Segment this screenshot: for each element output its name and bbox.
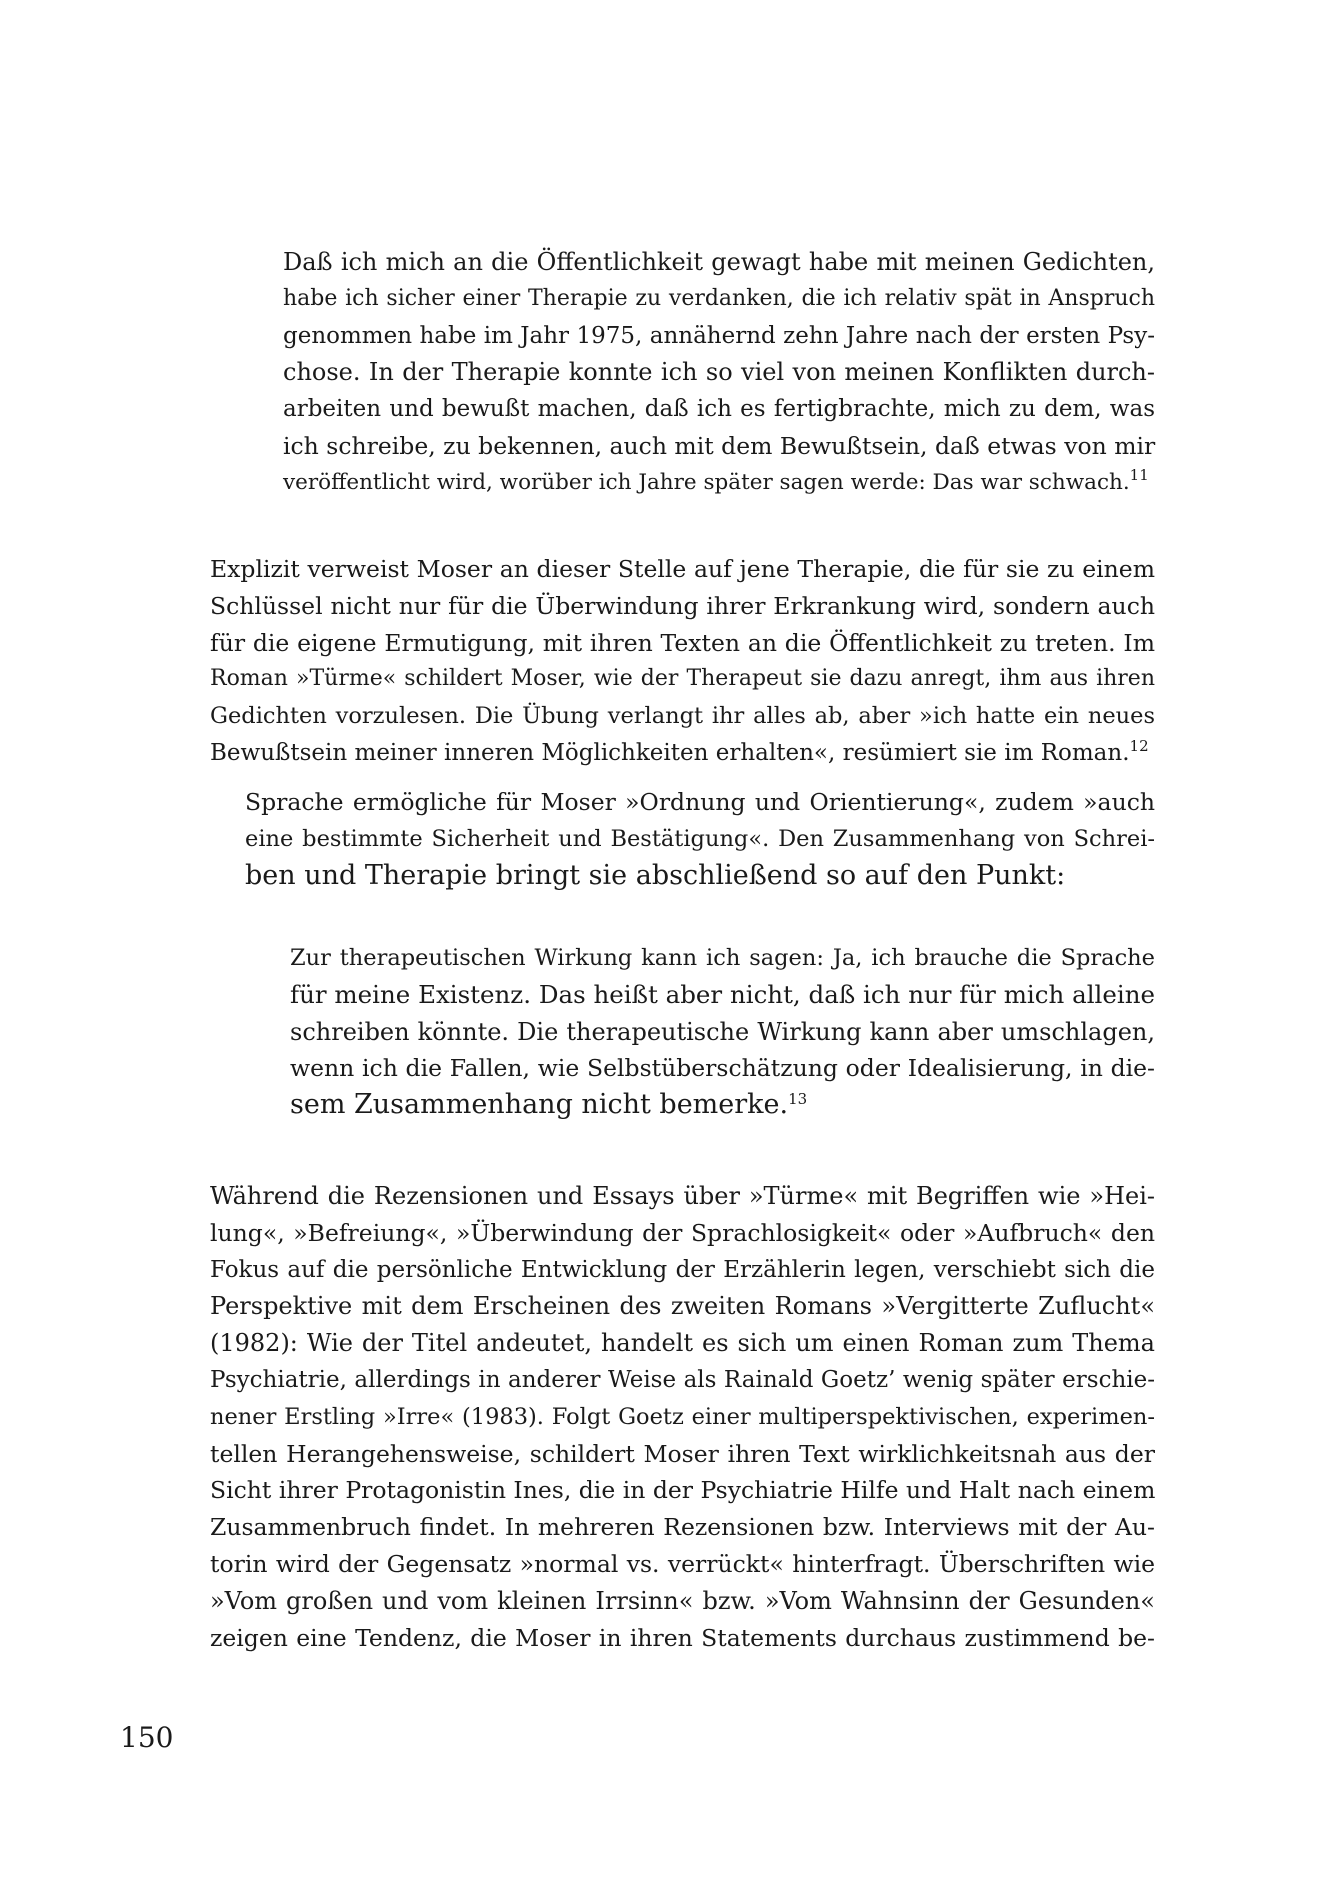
footnote-marker: 11	[1129, 465, 1149, 484]
text-line: habe ich sicher einer Therapie zu verdanken, die ich relativ spät in Anspruch	[283, 285, 1155, 311]
paragraph-3	[210, 1178, 1155, 1656]
text-line-content: veröffentlicht wird, worüber ich Jahre später sagen werde: Das war schwach.	[283, 469, 1130, 495]
text-line: lung«, »Befreiung«, »Überwindung der Sprachlosigkeit« oder »Aufbruch« den	[210, 1218, 1155, 1247]
text-line: »Vom großen und vom kleinen Irrsinn« bzw. »Vom Wahnsinn der Gesunden«	[210, 1586, 1155, 1615]
text-line: torin wird der Gegensatz »normal vs. verrückt« hinterfragt. Überschriften wie	[210, 1549, 1155, 1578]
text-line: Explizit verweist Moser an dieser Stelle auf jene Therapie, die für sie zu einem	[210, 555, 1155, 583]
text-line: genommen habe im Jahr 1975, annähernd zehn Jahre nach der ersten Psy-	[283, 322, 1155, 349]
text-line: Zusammenbruch findet. In mehreren Rezensionen bzw. Interviews mit der Au-	[210, 1513, 1155, 1542]
text-line: für die eigene Ermutigung, mit ihren Texten an die Öffentlichkeit zu treten. Im	[210, 628, 1155, 657]
text-line-content: Bewußtsein meiner inneren Möglichkeiten erhalten«, resümiert sie im Roman.	[210, 739, 1130, 766]
text-line: Daß ich mich an die Öffentlichkeit gewagt habe mit meinen Gedichten,	[283, 248, 1155, 276]
text-line: Sprache ermögliche für Moser »Ordnung und Orientierung«, zudem »auch	[245, 788, 1155, 816]
text-line: Fokus auf die persönliche Entwicklung der Erzählerin legen, verschiebt sich die	[210, 1256, 1155, 1283]
text-line: chose. In der Therapie konnte ich so viel von meinen Konflikten durch-	[283, 358, 1155, 387]
text-line: (1982): Wie der Titel andeutet, handelt es sich um einen Roman zum Thema	[210, 1329, 1155, 1358]
footnote-marker: 12	[1129, 736, 1149, 755]
text-line: wenn ich die Fallen, wie Selbstüberschätzung oder Idealisierung, in die-	[290, 1054, 1155, 1083]
text-line: zeigen eine Tendenz, die Moser in ihren Statements durchaus zustimmend be-	[210, 1623, 1155, 1652]
paragraph-1	[210, 551, 1155, 772]
block-quote-1	[283, 244, 1155, 502]
text-line: Perspektive mit dem Erscheinen des zweiten Romans »Vergitterte Zuflucht«	[210, 1292, 1155, 1321]
text-line: Während die Rezensionen und Essays über »Türme« mit Begriffen wie »Hei-	[210, 1182, 1155, 1210]
text-line: Schlüssel nicht nur für die Überwindung ihrer Erkrankung wird, sondern auch	[210, 591, 1155, 620]
text-line: ben und Therapie bringt sie abschließend so auf den Punkt:	[245, 859, 1066, 891]
text-line	[283, 465, 1155, 502]
text-line: Zur therapeutischen Wirkung kann ich sagen: Ja, ich brauche die Sprache	[290, 945, 1155, 971]
text-line: für meine Existenz. Das heißt aber nicht, daß ich nur für mich alleine	[290, 979, 1155, 1009]
page-number: 150	[120, 1721, 174, 1754]
text-line-content: sem Zusammenhang nicht bemerke.	[290, 1089, 789, 1121]
text-line: Roman »Türme« schildert Moser, wie der Therapeut sie dazu anregt, ihm aus ihren	[210, 666, 1155, 692]
text-line	[210, 735, 1155, 772]
text-line: tellen Herangehensweise, schildert Moser ihren Text wirklichkeitsnah aus der	[210, 1439, 1155, 1468]
text-line: Psychiatrie, allerdings in anderer Weise als Rainald Goetz’ wenig später erschie-	[210, 1366, 1155, 1393]
text-line: Sicht ihrer Protagonistin Ines, die in der Psychiatrie Hilfe und Halt nach einem	[210, 1476, 1156, 1505]
text-line: nener Erstling »Irre« (1983). Folgt Goetz einer multiperspektivischen, experimen-	[210, 1403, 1155, 1430]
paragraph-2	[210, 784, 1155, 894]
text-line: arbeiten und bewußt machen, daß ich es fertigbrachte, mich zu dem, was	[283, 396, 1155, 423]
footnote-marker: 13	[788, 1090, 808, 1109]
text-line: eine bestimmte Sicherheit und Bestätigung«. Den Zusammenhang von Schrei-	[245, 825, 1155, 852]
block-quote-2	[290, 940, 1155, 1124]
text-line: Gedichten vorzulesen. Die Übung verlangt ihr alles ab, aber »ich hatte ein neues	[210, 703, 1155, 730]
text-line	[290, 1087, 1155, 1124]
text-line: schreiben könnte. Die therapeutische Wirkung kann aber umschlagen,	[290, 1017, 1155, 1046]
text-line: ich schreibe, zu bekennen, auch mit dem Bewußtsein, daß etwas von mir	[283, 431, 1156, 460]
